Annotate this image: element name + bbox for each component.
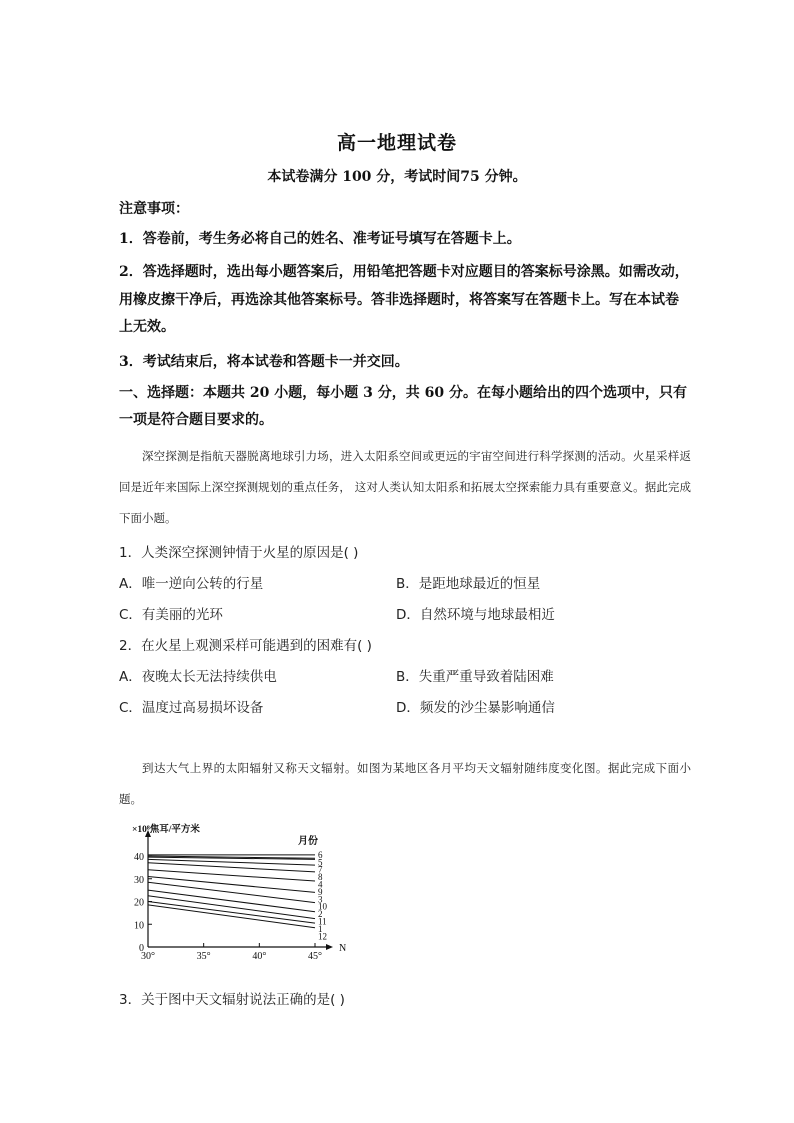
legend-title: 月份 (298, 836, 318, 847)
x-axis-arrow (326, 944, 333, 950)
section-heading: 一、选择题：本题共 20 小题，每小题 3 分，共 60 分。在每小题给出的四个选项中，只有一项是符合题目要求的。 (119, 385, 687, 428)
question-2-option-c: C．温度过高易损坏设备 (119, 700, 264, 716)
x-tick-label: 45° (308, 951, 322, 962)
series-label-7: 7 (318, 864, 323, 875)
question-2-option-b: B．失重严重导致着陆困难 (396, 669, 554, 685)
question-1-stem: 1．人类深空探测钟情于火星的原因是( ) (119, 545, 359, 561)
note-item-1: 1．答卷前，考生务必将自己的姓名、准考证号填写在答题卡上。 (119, 231, 521, 247)
y-tick-label: 20 (134, 897, 144, 909)
series-label-5: 5 (318, 857, 323, 868)
chart-labels (318, 850, 328, 941)
x-tick-label: 40° (252, 951, 267, 962)
x-axis-label: N (339, 943, 347, 954)
y-tick-label: 40 (134, 852, 144, 863)
question-1-option-d: D．自然环境与地球最相近 (396, 607, 555, 623)
series-label-12: 12 (318, 931, 327, 942)
exam-info: 本试卷满分 100 分，考试时间75 分钟。 (267, 169, 527, 185)
series-label-11: 11 (318, 916, 327, 927)
radiation-latitude-chart (118, 822, 358, 970)
series-label-8: 8 (318, 872, 323, 883)
y-tick-label: 30 (134, 874, 144, 886)
series-label-2: 2 (318, 909, 323, 920)
notes-heading: 注意事项： (119, 201, 189, 217)
question-2-stem: 2．在火星上观测采样可能遇到的困难有( ) (119, 638, 372, 654)
question-2-option-a: A．夜晚太长无法持续供电 (119, 669, 277, 685)
question-3-stem: 3．关于图中天文辐射说法正确的是( ) (119, 992, 345, 1008)
series-label-4: 4 (318, 879, 323, 890)
y-tick-label: 0 (139, 943, 144, 954)
x-tick-label: 30° (141, 951, 155, 962)
series-label-6: 6 (318, 849, 323, 860)
note-item-2: 2．答选择题时，选出每小题答案后，用铅笔把答题卡对应题目的答案标号涂黑。如需改动，用橡皮擦干净后，再选涂其他答案标号。答非选择题时，将答案写在答题卡上。写在本试卷上无效。 (119, 264, 689, 335)
reading-passage-1: 深空探测是指航天器脱离地球引力场，进入太阳系空间或更远的宇宙空间进行科学探测的活动。火星采样返回是近年来国际上深空探测规划的重点任务， 这对人类认知太阳系和拓展太空探索能力具有重要意义。据此完成下面小题。 (119, 449, 691, 525)
series-line-1 (148, 902, 315, 924)
note-item-3: 3．考试结束后，将本试卷和答题卡一并交回。 (119, 354, 409, 370)
series-label-3: 3 (318, 894, 323, 905)
question-1-option-a: A．唯一逆向公转的行星 (119, 576, 264, 592)
y-axis-label: ×10⁸焦耳/平方米 (132, 825, 200, 835)
question-1-option-b: B．是距地球最近的恒星 (396, 576, 541, 592)
y-tick-label: 10 (134, 920, 144, 932)
chart-series (148, 855, 315, 928)
reading-passage-2: 到达大气上界的太阳辐射又称天文辐射。如图为某地区各月平均天文辐射随纬度变化图。据此完成下面小题。 (119, 761, 691, 806)
page-title: 高一地理试卷 (336, 132, 457, 154)
x-tick-label: 35° (196, 951, 211, 962)
series-label-1: 1 (318, 923, 323, 934)
question-1-option-c: C．有美丽的光环 (119, 607, 223, 623)
series-label-10: 10 (318, 901, 327, 912)
question-2-option-d: D．频发的沙尘暴影响通信 (396, 700, 555, 716)
series-label-9: 9 (318, 886, 323, 897)
